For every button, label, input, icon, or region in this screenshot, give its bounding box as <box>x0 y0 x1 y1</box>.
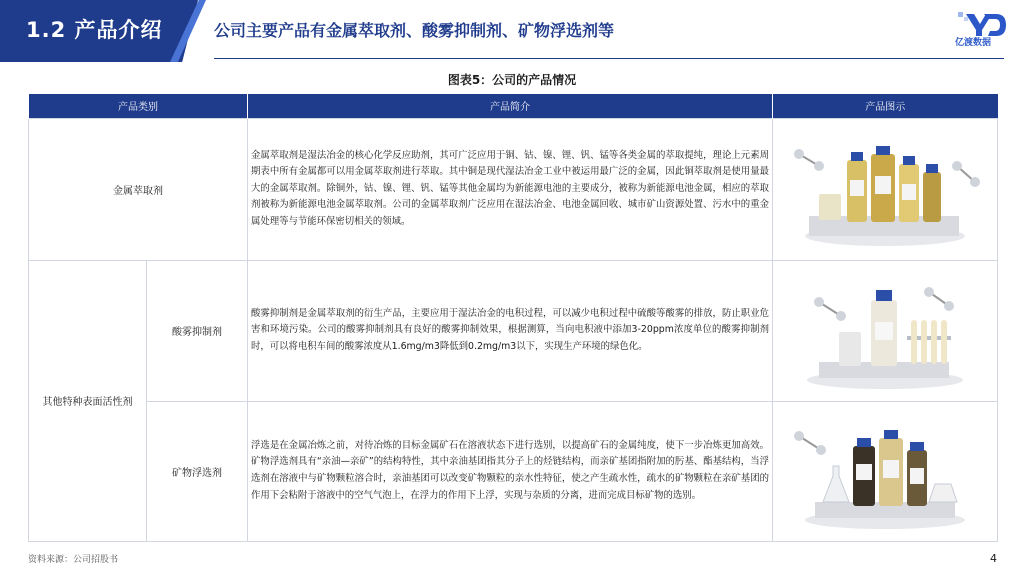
chemical-bottles-image <box>779 124 991 254</box>
table-header-row <box>29 94 998 118</box>
header-image: 产品图示 <box>773 94 998 118</box>
table-row <box>29 118 998 260</box>
chemical-bottles-and-flask-image <box>779 406 991 536</box>
header-bar <box>0 0 1024 62</box>
description-cell: 金属萃取剂是湿法冶金的核心化学反应助剂，其可广泛应用于铜、钴、镍、锂、钒、锰等各类金属的萃取提纯，理论上元素周期表中所有金属都可以用金属萃取剂进行萃取。其中铜是现代湿法冶金工业中被运用最广泛的金属，因此铜萃取剂是使用量最大的金属萃取剂。除铜外，钴、镍、锂、钒、锰等其他金属均为新能源电池的主要成分，被称为新能源电池金属，相应的萃取剂被称为新能源电池金属萃取剂。公司的金属萃取剂广泛应用在湿法冶金、电池金属回收、城市矿山资源处置、污水中的重金属处理等与节能环保密切相关的领域。 <box>248 118 773 260</box>
header-description: 产品简介 <box>248 94 773 118</box>
page-number: 4 <box>990 552 997 565</box>
description-cell: 酸雾抑制剂是金属萃取剂的衍生产品，主要应用于湿法冶金的电积过程，可以减少电积过程中硫酸等酸雾的排放，防止职业危害和环境污染。公司的酸雾抑制剂具有良好的酸雾抑制效果，根据测算，当向电积液中添加3-20ppm浓度单位的酸雾抑制剂时，可以将电积车间的酸雾浓度从1.6mg/m3降低到0.2mg/m3以下，实现生产环境的绿色化。 <box>248 260 773 401</box>
figure-caption: 图表5：公司的产品情况 <box>447 73 577 87</box>
image-cell <box>773 401 998 541</box>
category-cell: 酸雾抑制剂 <box>147 260 248 401</box>
header-category: 产品类别 <box>29 94 248 118</box>
category-cell: 矿物浮选剂 <box>147 401 248 541</box>
image-cell <box>773 118 998 260</box>
product-table <box>28 94 998 542</box>
header-divider <box>214 58 1004 59</box>
logo-text: 亿渡数据 <box>955 38 992 48</box>
page-headline: 公司主要产品有金属萃取剂、酸雾抑制剂、矿物浮选剂等 <box>214 21 615 40</box>
table-row <box>29 401 998 541</box>
chemical-bottle-and-test-tubes-image <box>779 266 991 396</box>
group-category-cell: 其他特种表面活性剂 <box>29 260 147 541</box>
description-cell: 浮选是在金属冶炼之前，对待冶炼的目标金属矿石在溶液状态下进行选别，以提高矿石的金属纯度，使下一步冶炼更加高效。矿物浮选剂具有“亲油—亲矿”的结构特性，其中亲油基团指其分子上的烃链结构，而亲矿基团指附加的肟基、酯基结构，当浮选剂在溶液中与矿物颗粒溶合时，亲油基团可以改变矿物颗粒的亲水性特征，使之产生疏水性，疏水的矿物颗粒在亲矿基团的作用下会粘附于溶液中的空气气泡上，在浮力的作用下上浮，实现与杂质的分离，进而完成目标矿物的选别。 <box>248 401 773 541</box>
image-cell <box>773 260 998 401</box>
section-title: 1.2 产品介绍 <box>26 18 163 42</box>
table-row <box>29 260 998 401</box>
category-cell: 金属萃取剂 <box>29 118 248 260</box>
source-note: 资料来源：公司招股书 <box>28 555 119 565</box>
